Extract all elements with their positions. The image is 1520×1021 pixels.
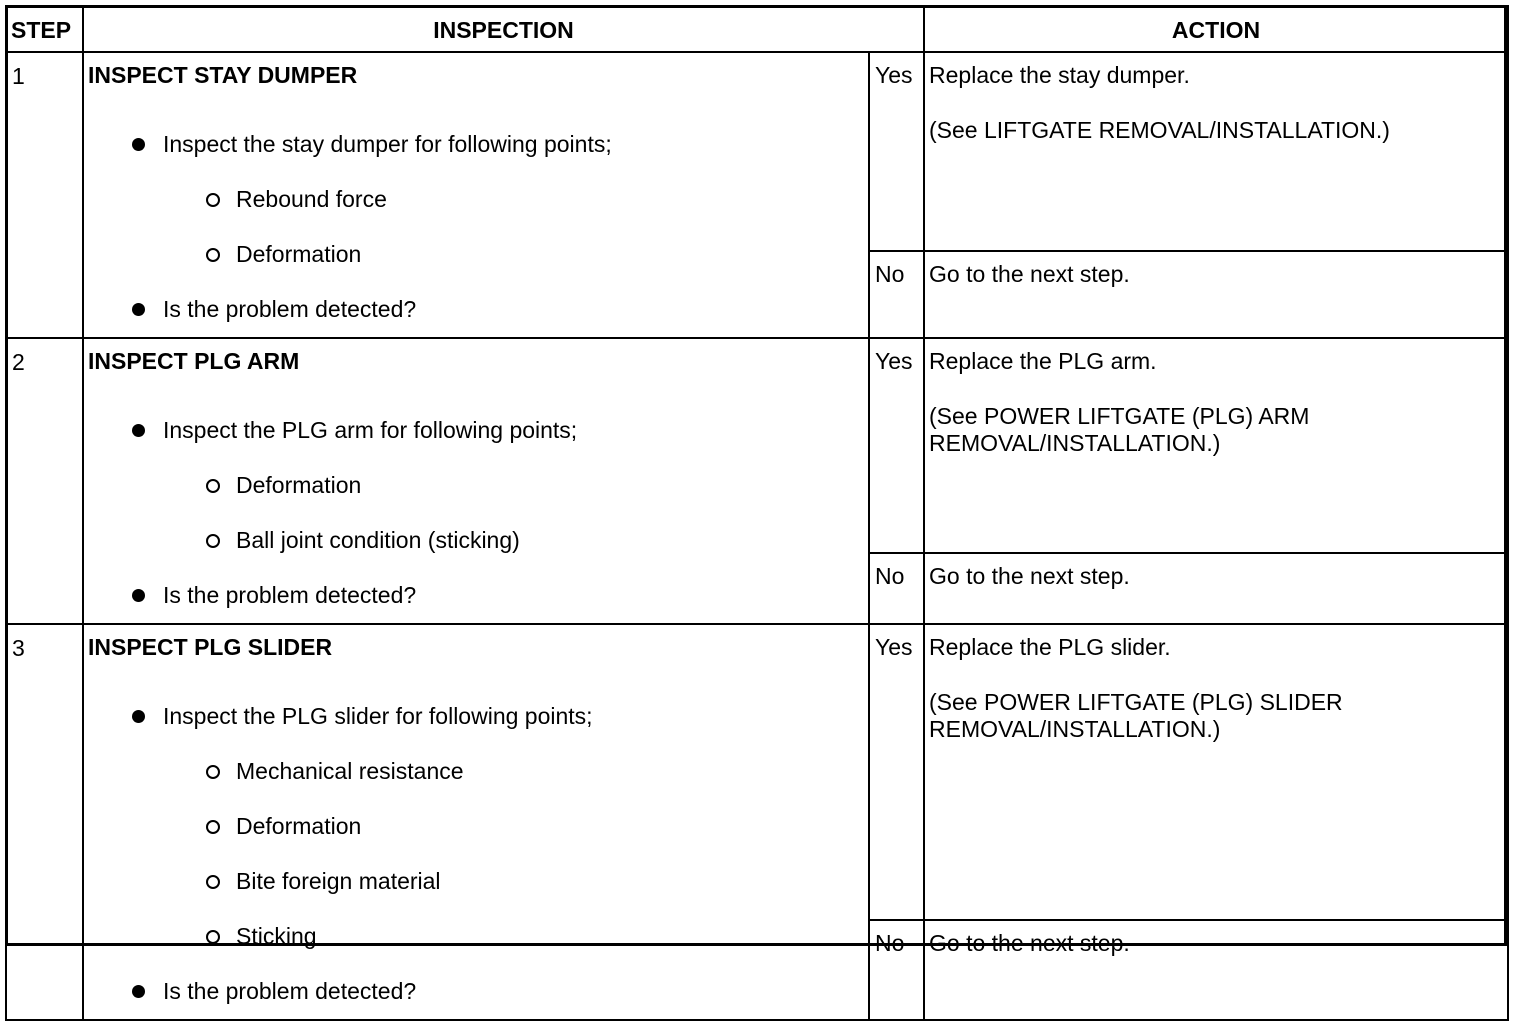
circle-bullet-icon xyxy=(206,479,220,493)
circle-bullet-icon xyxy=(206,875,220,889)
sub-bullet-item: Mechanical resistance xyxy=(88,744,868,799)
sub-bullet-item: Deformation xyxy=(88,799,868,854)
yes-label: Yes xyxy=(869,52,924,251)
header-action: ACTION xyxy=(924,6,1508,52)
bullet-dot-icon xyxy=(132,589,145,602)
step-number: 1 xyxy=(6,52,83,338)
inspection-table xyxy=(5,5,1509,1021)
sub-bullet-item: Sticking xyxy=(88,909,868,964)
sub-bullet-item: Deformation xyxy=(88,227,868,282)
step-inspection xyxy=(83,338,869,624)
header-step: STEP xyxy=(6,6,83,52)
step-inspection xyxy=(83,624,869,1020)
header-row xyxy=(6,6,1508,52)
step-2-yes-row xyxy=(6,338,1508,553)
step-3-yes-row xyxy=(6,624,1508,920)
bullet-dot-icon xyxy=(132,138,145,151)
bullet-dot-icon xyxy=(132,424,145,437)
bullet-item: Is the problem detected? xyxy=(88,964,868,1019)
circle-bullet-icon xyxy=(206,930,220,944)
step-number: 2 xyxy=(6,338,83,624)
bullet-dot-icon xyxy=(132,985,145,998)
circle-bullet-icon xyxy=(206,534,220,548)
sub-bullet-item: Bite foreign material xyxy=(88,854,868,909)
step-number: 3 xyxy=(6,624,83,1020)
yes-action: Replace the PLG arm. (See POWER LIFTGATE (PLG) ARM REMOVAL/INSTALLATION.) xyxy=(924,338,1508,553)
step-title: INSPECT PLG SLIDER xyxy=(88,634,333,660)
circle-bullet-icon xyxy=(206,765,220,779)
header-inspection: INSPECTION xyxy=(83,6,924,52)
step-title: INSPECT STAY DUMPER xyxy=(88,62,358,88)
step-1-yes-row xyxy=(6,52,1508,251)
sub-bullet-item: Deformation xyxy=(88,458,868,513)
no-label: No xyxy=(869,920,924,1020)
bullet-item: Inspect the PLG slider for following points; xyxy=(88,689,868,744)
no-action: Go to the next step. xyxy=(924,553,1508,625)
no-action: Go to the next step. xyxy=(924,251,1508,338)
yes-action: Replace the stay dumper. (See LIFTGATE REMOVAL/INSTALLATION.) xyxy=(924,52,1508,251)
bullet-item: Inspect the PLG arm for following points; xyxy=(88,403,868,458)
bullet-item: Inspect the stay dumper for following points; xyxy=(88,117,868,172)
yes-label: Yes xyxy=(869,338,924,553)
no-label: No xyxy=(869,553,924,625)
bullet-dot-icon xyxy=(132,710,145,723)
no-action: Go to the next step. xyxy=(924,920,1508,1020)
circle-bullet-icon xyxy=(206,193,220,207)
bullet-item: Is the problem detected? xyxy=(88,568,868,623)
no-label: No xyxy=(869,251,924,338)
sub-bullet-item: Ball joint condition (sticking) xyxy=(88,513,868,568)
bullet-dot-icon xyxy=(132,303,145,316)
circle-bullet-icon xyxy=(206,820,220,834)
bullet-item: Is the problem detected? xyxy=(88,282,868,337)
yes-action: Replace the PLG slider. (See POWER LIFTGATE (PLG) SLIDER REMOVAL/INSTALLATION.) xyxy=(924,624,1508,920)
yes-label: Yes xyxy=(869,624,924,920)
circle-bullet-icon xyxy=(206,248,220,262)
sub-bullet-item: Rebound force xyxy=(88,172,868,227)
step-title: INSPECT PLG ARM xyxy=(88,348,300,374)
step-inspection xyxy=(83,52,869,338)
